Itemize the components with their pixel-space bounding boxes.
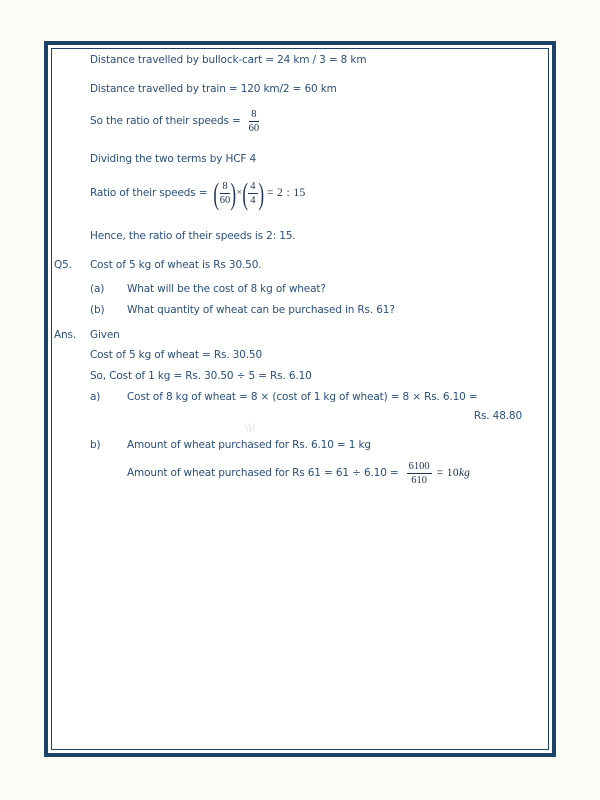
answer-line-cost-1kg: So, Cost of 1 kg = Rs. 30.50 ÷ 5 = Rs. 6.10 [90,370,312,382]
answer-heading [54,329,522,342]
equation-prefix: Ratio of their speeds = [90,186,208,199]
part-label: (b) [90,304,105,316]
fraction-numerator: 4 [250,180,256,192]
faint-watermark: \|/ [244,422,257,433]
fraction-4-4 [248,181,257,206]
answer-label: Ans. [54,329,77,341]
fraction-denominator: 610 [411,474,427,486]
answer-part-b [90,439,522,452]
fraction-8-60 [248,109,261,134]
multiply-sign: × [236,187,242,198]
answer-given: Given [90,329,120,341]
question-text: Cost of 5 kg of wheat is Rs 30.50. [90,259,262,271]
fraction-numerator: 8 [251,108,257,120]
document-content [52,49,548,749]
part-text: Cost of 8 kg of wheat = 8 × (cost of 1 kg of wheat) = 8 × Rs. 6.10 = [127,391,478,403]
question-5-part-b [90,304,522,317]
question-label: Q5. [54,259,72,271]
answer-line-cost-5kg: Cost of 5 kg of wheat = Rs. 30.50 [90,349,262,361]
fraction-numerator: 8 [222,180,228,192]
left-paren: ( [213,175,220,211]
left-paren: ( [242,175,248,211]
question-5-part-a [90,283,522,296]
part-text: What quantity of wheat can be purchased in Rs. 61? [127,304,395,316]
equation-speed-ratio [90,104,522,138]
page-border-inner [51,48,549,750]
equation-ratio-of-speeds [90,173,522,213]
part-label: b) [90,439,101,451]
part-text: What will be the cost of 8 kg of wheat? [127,283,326,295]
equation-result: = 2 : 15 [266,186,306,199]
part-text: Amount of wheat purchased for Rs. 6.10 = 1 kg [127,439,371,451]
fraction-8-60 [220,181,231,206]
answer-part-a-result: Rs. 48.80 [473,410,522,422]
text-line-bullock-cart: Distance travelled by bullock-cart = 24 km / 3 = 8 km [90,54,367,66]
fraction-numerator: 6100 [408,460,430,472]
equation-prefix: Amount of wheat purchased for Rs 61 = 61 ÷ 6.10 = [127,466,399,479]
part-label: a) [90,391,101,403]
page-border [44,41,556,757]
fraction-denominator: 60 [248,122,260,134]
right-paren: ) [230,175,237,211]
fraction-6100-610 [407,461,432,486]
answer-part-a [90,391,522,404]
part-label: (a) [90,283,105,295]
text-line-hence: Hence, the ratio of their speeds is 2: 15. [90,230,296,242]
fraction-denominator: 60 [219,194,231,206]
equation-body [213,175,306,211]
equation-prefix: So the ratio of their speeds = [90,114,241,127]
equation-unit: kg [459,466,470,479]
text-line-hcf: Dividing the two terms by HCF 4 [90,153,257,165]
equation-body [406,461,470,486]
question-5 [54,259,522,272]
equation-result: = 10 [436,466,460,479]
equation-wheat-amount [127,456,522,490]
fraction-denominator: 4 [250,194,256,206]
right-paren: ) [257,175,264,211]
text-line-train: Distance travelled by train = 120 km/2 = 60 km [90,83,337,95]
